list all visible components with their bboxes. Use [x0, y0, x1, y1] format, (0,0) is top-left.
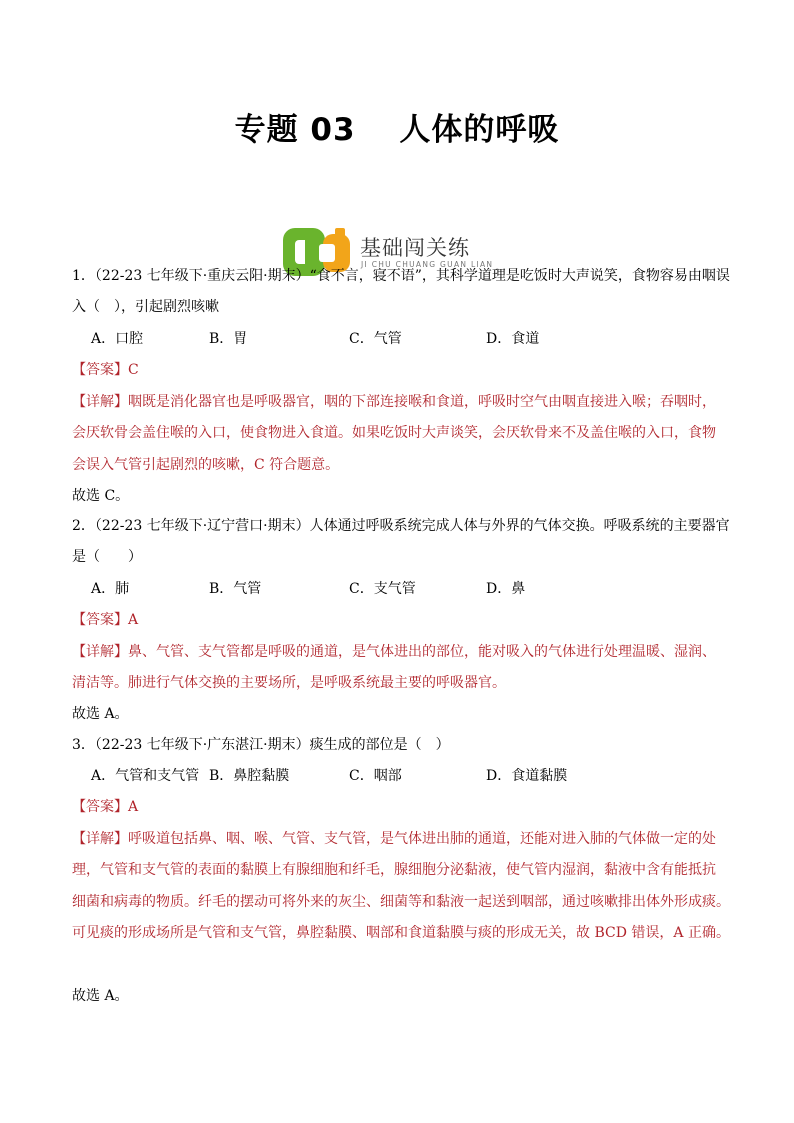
q3-conclusion: 故选 A。	[72, 988, 129, 1004]
q2-option-c: C．支气管	[349, 581, 416, 597]
q1-option-d: D．食道	[486, 331, 540, 347]
q3-stem-line1: 3．（22-23 七年级下·广东湛江·期末）痰生成的部位是（ ）	[72, 737, 450, 753]
q1-option-c: C．气管	[349, 331, 402, 347]
q3-option-d: D．食道黏膜	[486, 768, 568, 784]
q3-option-c: C．咽部	[349, 768, 402, 784]
q1-answer-label: 【答案】	[72, 362, 128, 378]
q3-detail-line3: 细菌和病毒的物质。纤毛的摆动可将外来的灰尘、细菌等和黏液一起送到咽部，通过咳嗽排出体外形成痰。	[72, 894, 730, 910]
q3-option-b: B．鼻腔黏膜	[209, 768, 290, 784]
q1-conclusion: 故选 C。	[72, 488, 130, 504]
q1-option-a: A．口腔	[91, 331, 144, 347]
q2-detail-line1: 【详解】鼻、气管、支气管都是呼吸的通道，是气体进出的部位，能对吸入的气体进行处理温暖、湿润、	[72, 644, 716, 660]
q2-stem-line1: 2．（22-23 七年级下·辽宁营口·期末）人体通过呼吸系统完成人体与外界的气体交换。呼吸系统的主要器官	[72, 518, 730, 534]
q2-detail-line2: 清洁等。肺进行气体交换的主要场所，是呼吸系统最主要的呼吸器官。	[72, 675, 506, 691]
q2-option-b: B．气管	[209, 581, 262, 597]
q1-detail-line1: 【详解】咽既是消化器官也是呼吸器官，咽的下部连接喉和食道，呼吸时空气由咽直接进入喉；吞咽时，	[72, 394, 716, 410]
q2-option-a: A．肺	[91, 581, 130, 597]
q2-answer-label: 【答案】	[72, 612, 128, 628]
page-title: 专题 03 人体的呼吸	[234, 112, 560, 148]
q3-detail-line2: 理，气管和支气管的表面的黏膜上有腺细胞和纤毛，腺细胞分泌黏液，使气管内湿润，黏液中含有能抵抗	[72, 862, 716, 878]
q3-answer-value: A	[128, 799, 139, 815]
q1-detail-line2: 会厌软骨会盖住喉的入口，使食物进入食道。如果吃饭时大声谈笑，会厌软骨来不及盖住喉的入口，食物	[72, 425, 716, 441]
q1-detail-line3: 会误入气管引起剧烈的咳嗽，C 符合题意。	[72, 457, 340, 473]
q1-option-b: B．胃	[209, 331, 248, 347]
q3-detail-line1: 【详解】呼吸道包括鼻、咽、喉、气管、支气管，是气体进出肺的通道，还能对进入肺的气体做一定的处	[72, 831, 716, 847]
logo-title: 基础闯关练	[360, 236, 470, 260]
q2-conclusion: 故选 A。	[72, 706, 129, 722]
q1-answer	[72, 361, 732, 379]
q2-answer-value: A	[128, 612, 139, 628]
q1-answer-value: C	[128, 362, 139, 378]
q1-stem-line1: 1．（22-23 七年级下·重庆云阳·期末）“食不言，寝不语”，其科学道理是吃饭时大声说笑，食物容易由咽误	[72, 268, 730, 284]
q2-answer	[72, 611, 732, 629]
q3-detail-line4: 可见痰的形成场所是气管和支气管，鼻腔黏膜、咽部和食道黏膜与痰的形成无关，故 BCD 错误，A 正确。	[72, 925, 730, 941]
q3-option-a: A．气管和支气管	[91, 768, 200, 784]
q3-answer	[72, 798, 732, 816]
q2-option-d: D．鼻	[486, 581, 526, 597]
q3-answer-label: 【答案】	[72, 799, 128, 815]
logo-subtitle: JI CHU CHUANG GUAN LIAN	[361, 260, 494, 269]
q2-stem-line2: 是（ ）	[72, 549, 142, 565]
q1-stem-line2: 入（ ），引起剧烈咳嗽	[72, 299, 219, 315]
